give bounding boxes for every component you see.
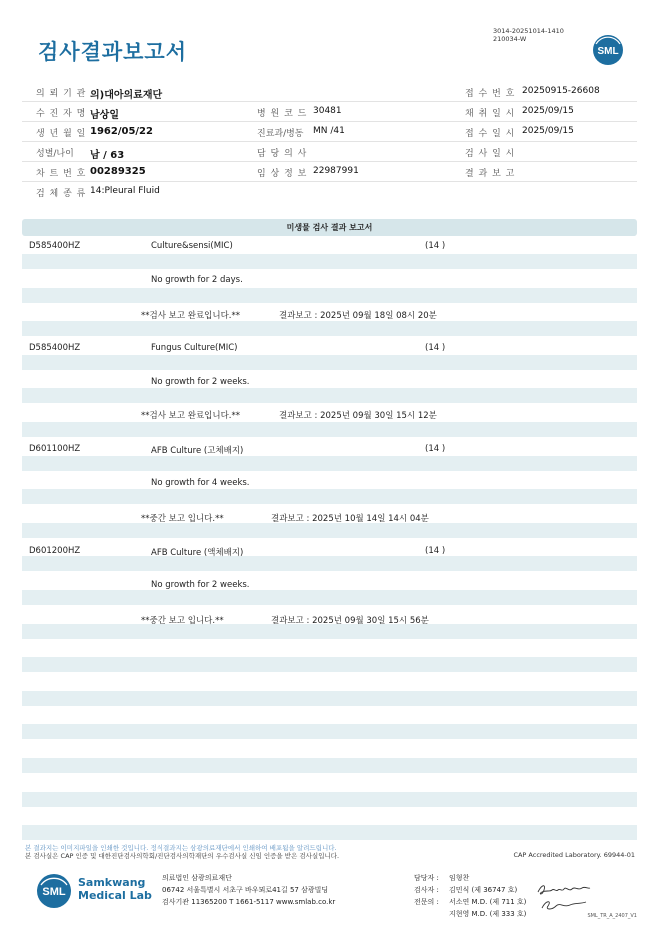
- test-code: D601100HZ: [29, 444, 81, 454]
- test-finding: No growth for 4 weeks.: [151, 478, 250, 488]
- info-row-5: [22, 162, 637, 182]
- requesting-org-label: 의 뢰 기 관: [36, 89, 87, 99]
- sml-logo-icon: [36, 873, 72, 909]
- info-row-2: [22, 102, 637, 122]
- hospital-code-value: 30481: [313, 106, 342, 116]
- row-stripe: [22, 254, 637, 269]
- specialist-1: 서소연 M.D. (제 711 호): [449, 898, 527, 906]
- test-code: D601200HZ: [29, 546, 81, 556]
- info-row-6: [22, 182, 637, 202]
- test-specimen-number: (14 ): [425, 241, 446, 251]
- birth-value: 1962/05/22: [90, 126, 153, 137]
- document-id: [493, 27, 564, 43]
- row-stripe: [22, 355, 637, 370]
- requesting-org-value: 의)대아의료재단: [90, 90, 163, 101]
- sml-logo-icon: [592, 34, 624, 66]
- report-status: **검사 보고 완료입니다.**: [141, 411, 241, 421]
- patient-name-value: 남상일: [90, 110, 119, 121]
- row-stripe: [22, 523, 637, 538]
- row-stripe: [22, 792, 637, 807]
- row-stripe: [22, 456, 637, 471]
- birth-label: 생 년 월 일: [36, 129, 87, 139]
- results-header: 미생물 검사 결과 보고서: [22, 219, 637, 236]
- report-title: 검사결과보고서: [38, 40, 188, 64]
- clinical-info-label: 임 상 정 보: [257, 169, 308, 179]
- row-stripe: [22, 624, 637, 639]
- staff-value: 임형찬: [449, 874, 470, 882]
- report-status: **중간 보고 입니다.**: [141, 616, 224, 626]
- row-stripe: [22, 825, 637, 840]
- footer-notice: 본 결과지는 이미지파일을 인쇄한 것입니다. 정식결과지는 삼광의료재단에서 인쇄하여 배포됨을 알려드립니다.: [25, 844, 337, 852]
- brand-line2: Medical Lab: [78, 889, 152, 902]
- row-stripe: [22, 489, 637, 504]
- test-code: D585400HZ: [29, 343, 81, 353]
- staff-label: 담당자 :: [414, 874, 439, 882]
- row-stripe: [22, 288, 637, 303]
- row-stripe: [22, 590, 637, 605]
- result-report-label: 결 과 보 고: [465, 169, 516, 179]
- specimen-label: 검 체 종 류: [36, 189, 87, 199]
- specimen-value: 14:Pleural Fluid: [90, 186, 160, 196]
- org-name: 의료법인 삼광의료재단: [162, 874, 232, 882]
- cap-accreditation: CAP Accredited Laboratory. 69944-01: [513, 851, 635, 859]
- receipt-no-label: 접 수 번 호: [465, 89, 516, 99]
- dept-value: MN /41: [313, 126, 345, 136]
- report-status: **검사 보고 완료입니다.**: [141, 311, 241, 321]
- test-specimen-number: (14 ): [425, 343, 446, 353]
- sml-logo-text: SML: [597, 46, 619, 57]
- signatories: [414, 872, 526, 920]
- chart-no-value: 00289325: [90, 166, 146, 177]
- test-code: D585400HZ: [29, 241, 81, 251]
- receipt-date-value: 2025/09/15: [522, 126, 574, 136]
- specialist-2: 지현영 M.D. (제 333 호): [449, 910, 527, 918]
- exam-date-label: 검 사 일 시: [465, 149, 516, 159]
- doctor-label: 담 당 의 사: [257, 149, 308, 159]
- row-stripe: [22, 657, 637, 672]
- info-row-3: [22, 122, 637, 142]
- test-name: AFB Culture (액체배지): [151, 548, 244, 558]
- row-stripe: [22, 758, 637, 773]
- chart-no-label: 차 트 번 호: [36, 169, 87, 179]
- sml-logo-text: SML: [42, 886, 66, 898]
- receipt-no-value: 20250915-26608: [522, 86, 600, 96]
- report-time: 결과보고 : 2025년 10월 14일 14시 04분: [271, 514, 429, 524]
- document-id-line2: 210034-W: [493, 35, 527, 43]
- report-time: 결과보고 : 2025년 09월 30일 15시 56분: [271, 616, 429, 626]
- examiner-value: 김민식 (제 36747 호): [449, 886, 518, 894]
- test-name: Culture&sensi(MIC): [151, 241, 233, 251]
- info-row-4: [22, 142, 637, 162]
- info-row-1: [22, 82, 637, 102]
- clinical-info-value: 22987991: [313, 166, 359, 176]
- test-specimen-number: (14 ): [425, 546, 446, 556]
- report-time: 결과보고 : 2025년 09월 18일 08시 20분: [279, 311, 437, 321]
- test-finding: No growth for 2 weeks.: [151, 580, 250, 590]
- row-stripe: [22, 724, 637, 739]
- test-name: Fungus Culture(MIC): [151, 343, 238, 353]
- test-name: AFB Culture (고체배지): [151, 446, 244, 456]
- row-stripe: [22, 321, 637, 336]
- test-finding: No growth for 2 days.: [151, 275, 243, 285]
- specialist-label: 전문의 :: [414, 898, 439, 906]
- document-id-line1: 3014-20251014-1410: [493, 27, 564, 35]
- test-specimen-number: (14 ): [425, 444, 446, 454]
- test-finding: No growth for 2 weeks.: [151, 377, 250, 387]
- row-stripe: [22, 691, 637, 706]
- examiner-label: 검사자 :: [414, 886, 439, 894]
- form-code: SML_TR_A_2407_V1: [587, 913, 637, 919]
- org-contact: 검사기관 11365200 T 1661-5117 www.smlab.co.kr: [162, 898, 336, 906]
- patient-name-label: 수 진 자 명: [36, 109, 87, 119]
- report-status: **중간 보고 입니다.**: [141, 514, 224, 524]
- collect-date-label: 채 취 일 시: [465, 109, 516, 119]
- brand-name: [78, 876, 152, 902]
- org-address: 06742 서울특별시 서초구 바우뫼로41길 57 삼광빌딩: [162, 886, 329, 894]
- sex-age-label: 성별/나이: [36, 149, 74, 159]
- footer-accreditation-note: 본 검사실은 CAP 인증 및 대한진단검사의학회/진단검사의학재단의 우수검사실 신임 인증을 받은 검사실입니다.: [25, 852, 340, 860]
- receipt-date-label: 접 수 일 시: [465, 129, 516, 139]
- report-time: 결과보고 : 2025년 09월 30일 15시 12분: [279, 411, 437, 421]
- row-stripe: [22, 388, 637, 403]
- dept-label: 진료과/병동: [257, 129, 304, 139]
- hospital-code-label: 병 원 코 드: [257, 109, 308, 119]
- row-stripe: [22, 422, 637, 437]
- row-stripe: [22, 556, 637, 571]
- sex-age-value: 남 / 63: [90, 150, 125, 161]
- organization-info: [162, 872, 335, 908]
- collect-date-value: 2025/09/15: [522, 106, 574, 116]
- signature-icon: [536, 880, 596, 914]
- brand-line1: Samkwang: [78, 876, 146, 889]
